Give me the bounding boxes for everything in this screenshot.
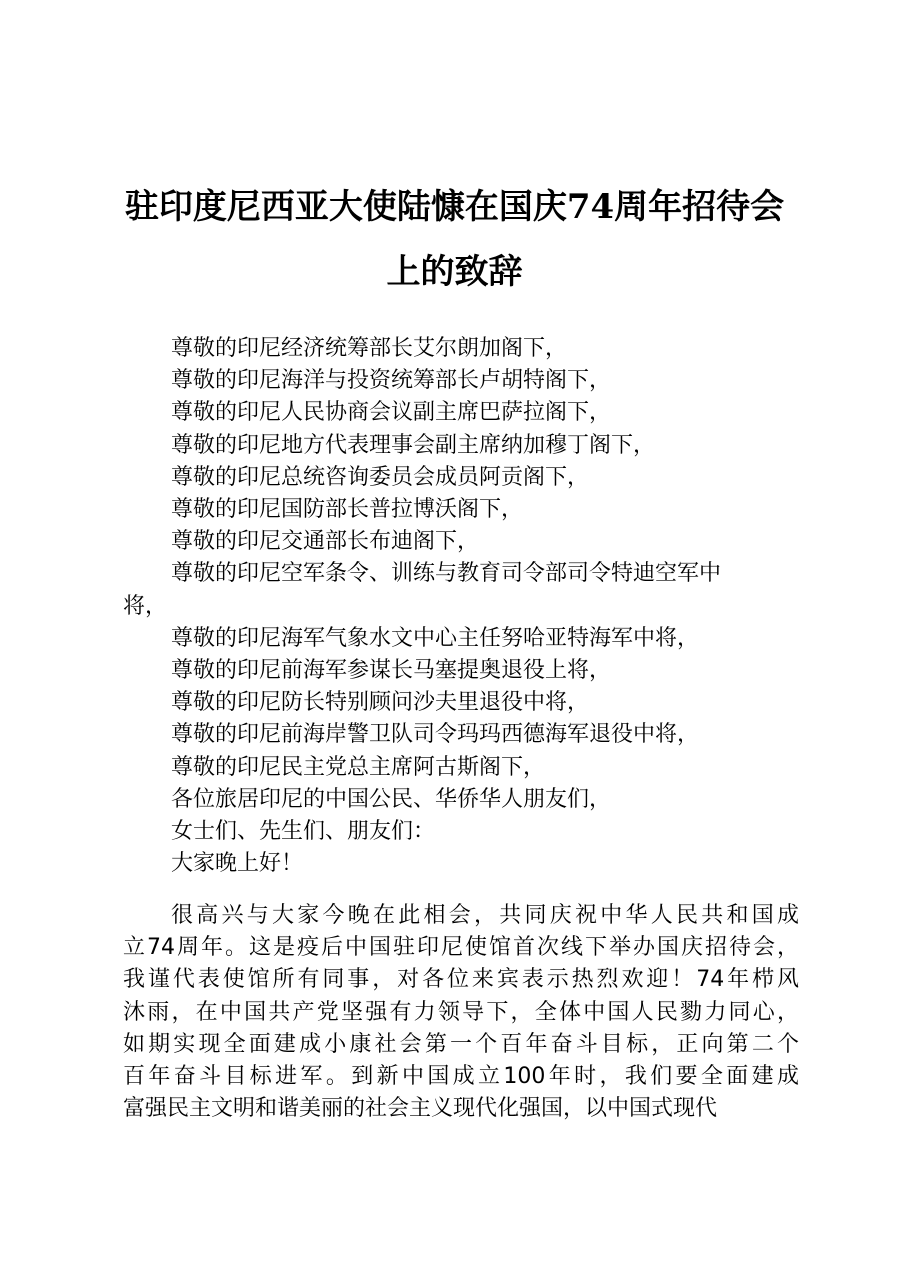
paragraph-line: 立74周年。这是疫后中国驻印尼使馆首次线下举办国庆招待会， [123, 935, 799, 961]
salutation-line: 尊敬的印尼交通部长布迪阁下， [171, 529, 480, 555]
salutation-block [123, 333, 799, 880]
salutation-line: 尊敬的印尼前海军参谋长马塞提奥退役上将， [171, 658, 612, 684]
paragraph-line: 百年奋斗目标进军。到新中国成立100年时，我们要全面建成 [123, 1064, 799, 1090]
paragraph-line: 如期实现全面建成小康社会第一个百年奋斗目标，正向第二个 [123, 1031, 799, 1057]
salutation-line: 尊敬的印尼海洋与投资统筹部长卢胡特阁下， [171, 368, 612, 394]
paragraph-line: 很高兴与大家今晚在此相会，共同庆祝中华人民共和国成 [171, 903, 799, 928]
salutation-line: 女士们、先生们、朋友们： [171, 819, 436, 845]
salutation-line: 尊敬的印尼人民协商会议副主席巴萨拉阁下， [171, 400, 612, 426]
salutation-line: 尊敬的印尼空军条令、训练与教育司令部司令特迪空军中 [171, 561, 722, 587]
salutation-line: 各位旅居印尼的中国公民、华侨华人朋友们， [171, 786, 612, 812]
paragraph-line: 沐雨，在中国共产党坚强有力领导下，全体中国人民勠力同心， [123, 999, 799, 1025]
salutation-line: 尊敬的印尼总统咨询委员会成员阿贡阁下， [171, 464, 590, 490]
paragraph-line: 富强民主文明和谐美丽的社会主义现代化强国，以中国式现代 [123, 1096, 718, 1122]
salutation-line: 尊敬的印尼海军气象水文中心主任努哈亚特海军中将， [171, 625, 700, 651]
salutation-line: 尊敬的印尼民主党总主席阿古斯阁下， [171, 754, 546, 780]
speech-paragraph [123, 900, 799, 1125]
document-title-line-1: 驻印度尼西亚大使陆慷在国庆74周年招待会 [124, 187, 785, 227]
greeting-line: 大家晚上好！ [171, 851, 304, 877]
salutation-line-wrap: 将， [123, 593, 168, 619]
paragraph-line: 我谨代表使馆所有同事，对各位来宾表示热烈欢迎！74年栉风 [123, 967, 799, 993]
salutation-line: 尊敬的印尼国防部长普拉博沃阁下， [171, 497, 524, 523]
salutation-line: 尊敬的印尼前海岸警卫队司令玛玛西德海军退役中将， [171, 722, 700, 748]
salutation-line: 尊敬的印尼防长特别顾问沙夫里退役中将， [171, 690, 590, 716]
salutation-line: 尊敬的印尼经济统筹部长艾尔朗加阁下， [171, 336, 568, 361]
salutation-line: 尊敬的印尼地方代表理事会副主席纳加穆丁阁下， [171, 432, 656, 458]
document-title-line-2: 上的致辞 [386, 252, 523, 292]
